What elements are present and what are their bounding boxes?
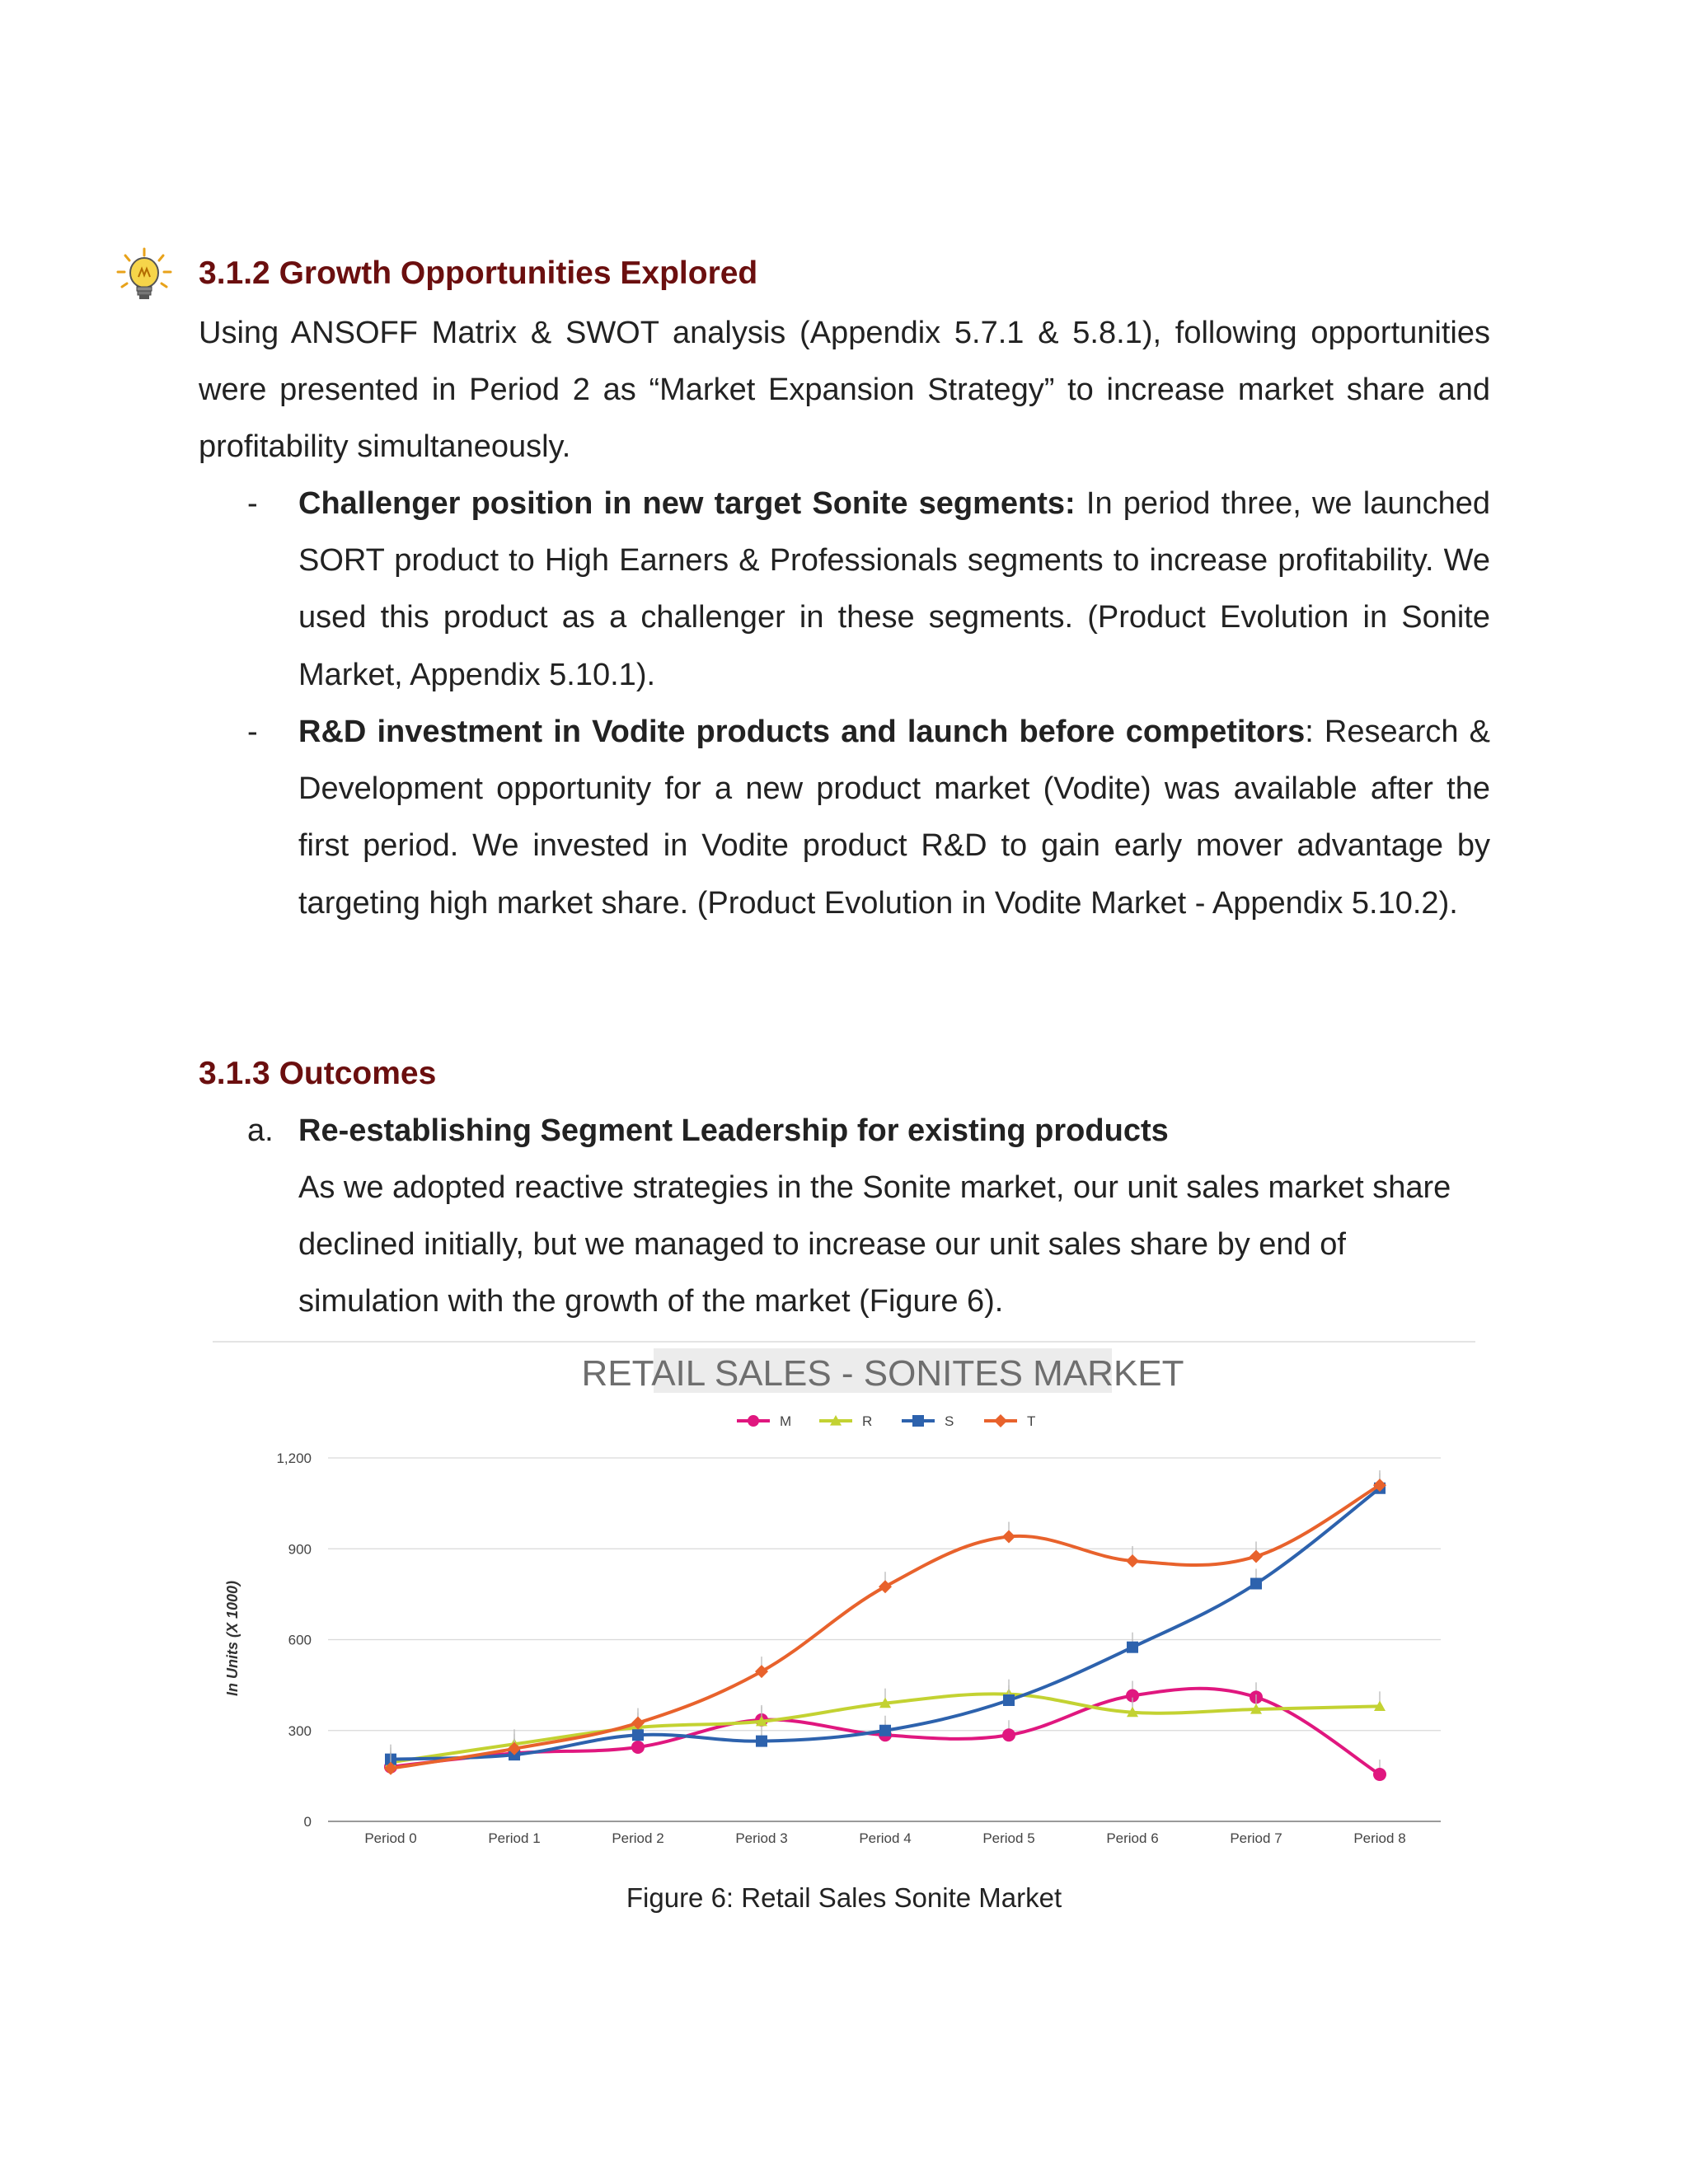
y-tick-label: 300 (288, 1722, 312, 1739)
data-point (755, 1665, 768, 1678)
lightbulb-icon (115, 247, 173, 305)
x-tick-label: Period 6 (1106, 1830, 1159, 1846)
chart-y-axis-label: In Units (X 1000) (224, 1580, 241, 1697)
chart-canvas (213, 1338, 1475, 1866)
y-tick-label: 600 (288, 1632, 312, 1648)
data-point (1002, 1728, 1015, 1741)
bullet-bold-lead: R&D investment in Vodite products and launch before competitors (298, 715, 1306, 749)
figure-caption: Figure 6: Retail Sales Sonite Market (626, 1882, 1062, 1913)
retail-sales-chart (213, 1338, 1475, 1866)
bullet-marker: - (247, 715, 258, 749)
x-tick-label: Period 5 (982, 1830, 1035, 1846)
data-point (748, 1415, 759, 1427)
intro-paragraph: Using ANSOFF Matrix & SWOT analysis (Appendix 5.7.1 & 5.8.1), following opportunities were presented in Period 2 as “Market Expansion Strategy” to increase market share and profitability simultaneously. (199, 316, 1490, 465)
section-heading-outcomes: 3.1.3 Outcomes (199, 1056, 437, 1091)
y-tick-label: 0 (303, 1814, 312, 1830)
data-point (756, 1736, 767, 1747)
bullet-marker: - (247, 486, 258, 521)
data-point (1250, 1578, 1262, 1590)
section-heading-growth-opportunities: 3.1.2 Growth Opportunities Explored (199, 255, 758, 291)
legend-label: S (945, 1413, 954, 1429)
bullet-bold-lead: Challenger position in new target Sonite segments: (298, 486, 1076, 521)
chart-gridlines (328, 1458, 1441, 1821)
legend-label: R (862, 1413, 873, 1429)
legend-item-S (902, 1413, 954, 1429)
bullet-text: In period three, we launched SORT product to High Earners & Professionals segments to increase profitability. We used this product as a challenger in these segments. (Product Evolution in Sonite Market, Appendix 5.10.1). (298, 486, 1490, 692)
outcome-paragraph: As we adopted reactive strategies in the Sonite market, our unit sales market share declined initially, but we managed to increase our unit sales share by end of simulation with the growth of the market (Figure 6). (298, 1170, 1451, 1319)
x-tick-label: Period 8 (1353, 1830, 1406, 1846)
data-point (879, 1580, 892, 1593)
x-tick-label: Period 2 (612, 1830, 664, 1846)
chart-series-group (384, 1470, 1386, 1781)
chart-x-tick-labels (364, 1830, 1405, 1846)
bullet-text: : Research & Development opportunity for a new product market (Vodite) was available after the first period. We invested in Vodite product R&D to gain early mover advantage by targeting high market share. (Product Evolution in Vodite Market - Appendix 5.10.2). (298, 715, 1491, 921)
x-tick-label: Period 3 (735, 1830, 788, 1846)
x-tick-label: Period 4 (859, 1830, 912, 1846)
chart-y-tick-labels (276, 1451, 312, 1830)
legend-label: T (1027, 1413, 1036, 1429)
chart-title: RETAIL SALES - SONITES MARKET (581, 1353, 1184, 1394)
legend-item-T (984, 1413, 1035, 1429)
data-point (632, 1729, 644, 1741)
legend-label: M (780, 1413, 792, 1429)
list-marker-a: a. (247, 1113, 274, 1148)
bullet-rnd-investment (298, 704, 1490, 932)
y-tick-label: 1,200 (276, 1451, 312, 1466)
series-S (385, 1474, 1386, 1765)
y-tick-label: 900 (288, 1541, 312, 1558)
chart-legend (737, 1413, 1035, 1429)
data-point (994, 1414, 1007, 1427)
bullet-challenger-position (298, 476, 1490, 704)
data-point (879, 1725, 891, 1736)
data-point (912, 1415, 924, 1427)
x-tick-label: Period 1 (488, 1830, 541, 1846)
data-point (1250, 1549, 1263, 1563)
x-tick-label: Period 0 (364, 1830, 417, 1846)
outcome-heading: Re-establishing Segment Leadership for existing products (298, 1113, 1169, 1148)
legend-item-M (737, 1413, 791, 1429)
data-point (1002, 1530, 1015, 1544)
data-point (1373, 1768, 1386, 1781)
data-point (1127, 1642, 1138, 1653)
legend-item-R (819, 1413, 872, 1429)
data-point (631, 1741, 645, 1754)
data-point (1126, 1554, 1139, 1568)
data-point (1003, 1694, 1015, 1706)
x-tick-label: Period 7 (1230, 1830, 1282, 1846)
